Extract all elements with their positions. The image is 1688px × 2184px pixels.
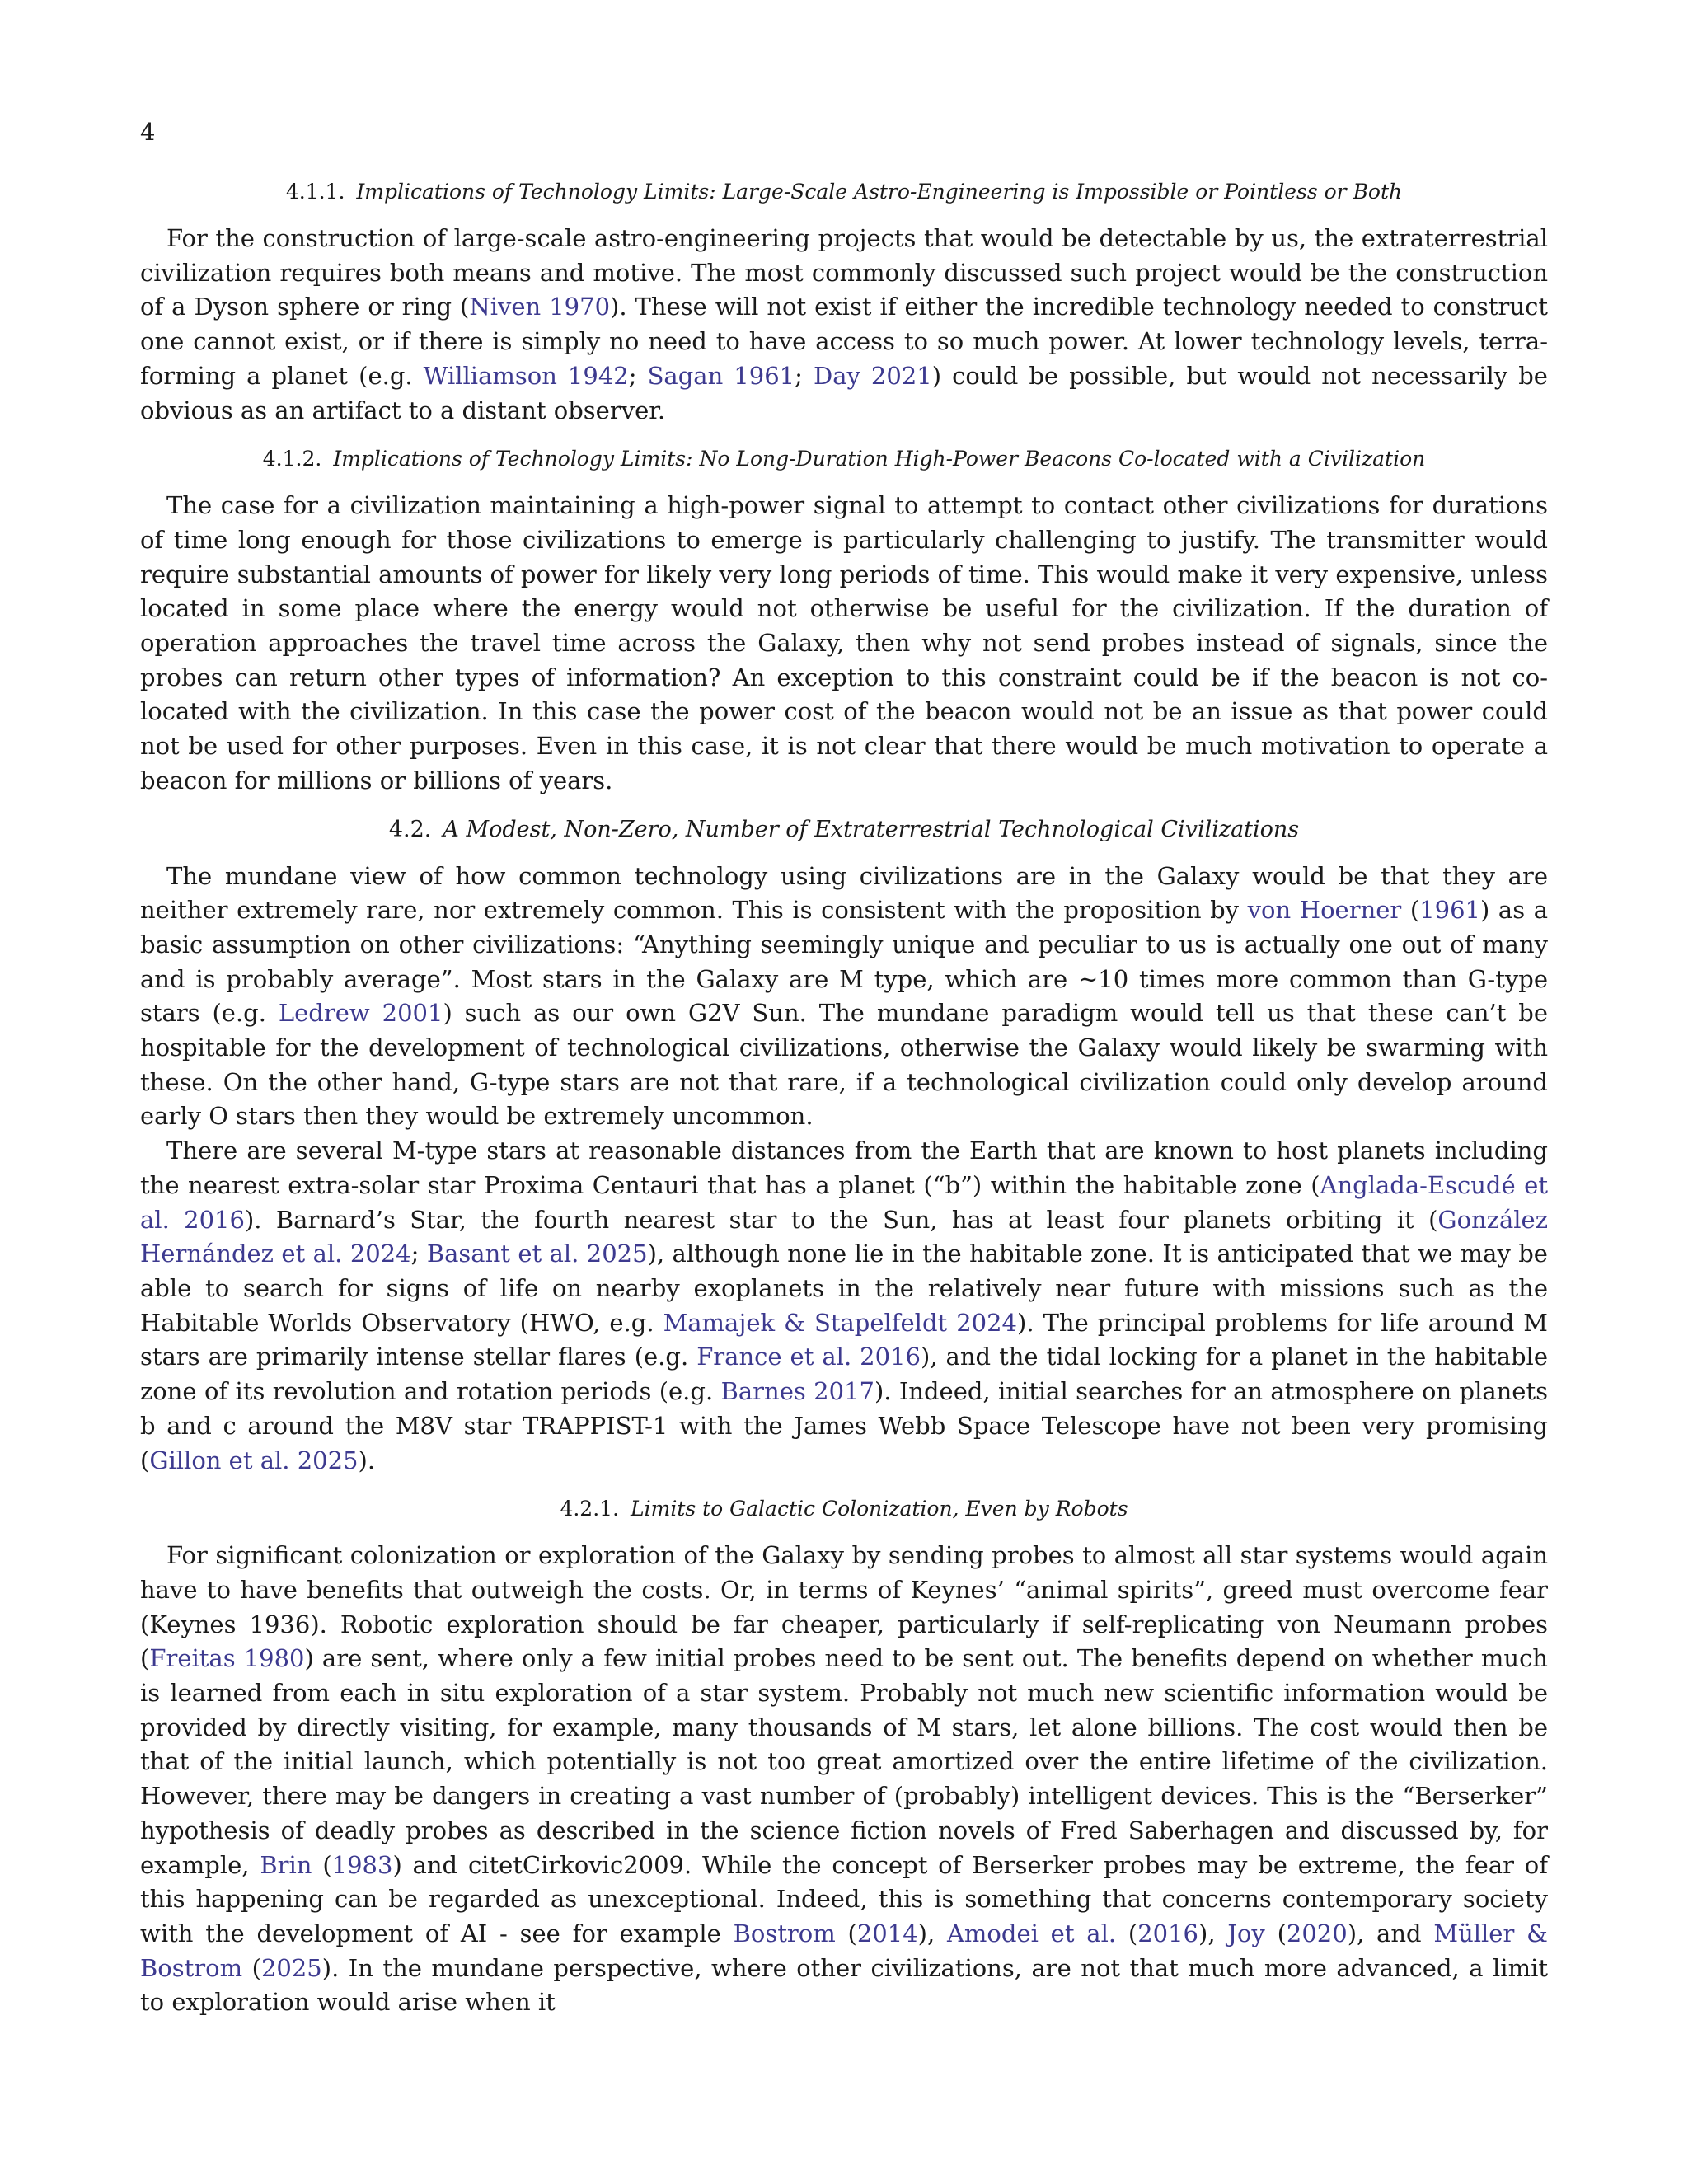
citation-link[interactable]: France et al. 2016 bbox=[696, 1343, 921, 1371]
citation-link[interactable]: Barnes 2017 bbox=[720, 1377, 874, 1406]
citation-link[interactable]: 2025 bbox=[260, 1953, 322, 1982]
citation-link[interactable]: 2016 bbox=[1137, 1919, 1198, 1947]
citation-link[interactable]: González Hernández et al. 2024 bbox=[140, 1205, 1548, 1268]
citation-link[interactable]: von Hoerner bbox=[1247, 896, 1402, 925]
section-heading-4-2 bbox=[140, 815, 1548, 845]
section-title: Implications of Technology Limits: No Long-Duration High-Power Beacons Co-located with a Civilization bbox=[333, 447, 1426, 471]
section-heading-4-1-2 bbox=[140, 444, 1548, 474]
citation-link[interactable]: Amodei et al. bbox=[946, 1919, 1117, 1947]
section-title: Implications of Technology Limits: Large-Scale Astro-Engineering is Impossible or Pointless or Both bbox=[356, 180, 1403, 204]
citation-link[interactable]: Anglada-Escudé et al. 2016 bbox=[140, 1170, 1548, 1234]
paragraph: The mundane view of how common technology using civilizations are in the Galaxy would be that they are neither extremely rare, nor extremely common. This is consistent with the proposition by von Hoerner (1961) as a basic assumption on other civilizations: “Anything seemingly unique and peculiar to us is actually one out of many and is probably average”. Most stars in the Galaxy are M type, which are ∼10 times more common than G-type stars (e.g. Ledrew 2001) such as our own G2V Sun. The mundane paradigm would tell us that these can’t be hospitable for the development of technological civilizations, otherwise the Galaxy would likely be swarming with these. On the other hand, G-type stars are not that rare, if a technological civilization could only develop around early O stars then they would be extremely uncommon. bbox=[140, 861, 1549, 1131]
citation-link[interactable]: Müller & Bostrom bbox=[140, 1919, 1548, 1982]
citation-link[interactable]: 1983 bbox=[331, 1850, 393, 1879]
citation-link[interactable]: 2014 bbox=[856, 1919, 918, 1947]
section-title: A Modest, Non-Zero, Number of Extraterrestrial Technological Civilizations bbox=[443, 816, 1300, 842]
citation-link[interactable]: Bostrom bbox=[733, 1919, 836, 1947]
citation-link[interactable]: Day 2021 bbox=[813, 361, 932, 390]
citation-link[interactable]: 1961 bbox=[1419, 896, 1481, 925]
citation-link[interactable]: Ledrew 2001 bbox=[278, 999, 443, 1028]
paragraph: For the construction of large-scale astro-engineering projects that would be detectable by us, the extraterrestrial civilization requires both means and motive. The most commonly discussed such project would be the construction of a Dyson sphere or ring (Niven 1970). These will not exist if either the incredible technology needed to construct one cannot exist, or if there is simply no need to have access to so much power. At lower technology levels, terra-forming a planet (e.g. Williamson 1942; Sagan 1961; Day 2021) could be possible, but would not necessarily be obvious as an artifact to a distant observer. bbox=[140, 224, 1548, 424]
citation-link[interactable]: Sagan 1961 bbox=[647, 361, 795, 390]
section-number: 4.1.1. bbox=[285, 180, 345, 204]
citation-link[interactable]: Freitas 1980 bbox=[149, 1644, 305, 1673]
section-title: Limits to Galactic Colonization, Even by Robots bbox=[631, 1497, 1128, 1521]
citation-link[interactable]: Brin bbox=[260, 1850, 312, 1879]
page-number: 4 bbox=[140, 118, 156, 146]
section-number: 4.2.1. bbox=[560, 1497, 620, 1521]
page-content bbox=[140, 177, 1548, 2020]
paragraph: There are several M-type stars at reasonable distances from the Earth that are known to host planets including the nearest extra-solar star Proxima Centauri that has a planet (“b”) within the habitable zone (Anglada-Escudé et al. 2016). Barnard’s Star, the fourth nearest star to the Sun, has at least four planets orbiting it (González Hernández et al. 2024; Basant et al. 2025), although none lie in the habitable zone. It is anticipated that we may be able to search for signs of life on nearby exoplanets in the relatively near future with missions such as the Habitable Worlds Observatory (HWO, e.g. Mamajek & Stapelfeldt 2024). The principal problems for life around M stars are primarily intense stellar flares (e.g. France et al. 2016), and the tidal locking for a planet in the habitable zone of its revolution and rotation periods (e.g. Barnes 2017). Indeed, initial searches for an atmosphere on planets b and c around the M8V star TRAPPIST-1 with the James Webb Space Telescope have not been very promising (Gillon et al. 2025). bbox=[140, 1137, 1549, 1474]
citation-link[interactable]: 2020 bbox=[1286, 1919, 1348, 1947]
citation-link[interactable]: Gillon et al. 2025 bbox=[149, 1446, 359, 1474]
paragraph: The case for a civilization maintaining a high-power signal to attempt to contact other civilizations for durations of time long enough for those civilizations to emerge is particularly challenging to justify. The transmitter would require substantial amounts of power for likely very long periods of time. This would make it very expensive, unless located in some place where the energy would not otherwise be useful for the civilization. If the duration of operation approaches the travel time across the Galaxy, then why not send probes instead of signals, since the probes can return other types of information? An exception to this constraint could be if the beacon is not co-located with the civilization. In this case the power cost of the beacon would not be an issue as that power could not be used for other purposes. Even in this case, it is not clear that there would be much motivation to operate a beacon for millions or billions of years. bbox=[140, 491, 1548, 794]
section-heading-4-2-1 bbox=[140, 1494, 1548, 1524]
section-number: 4.1.2. bbox=[262, 447, 322, 471]
citation-link[interactable]: Williamson 1942 bbox=[423, 361, 629, 390]
citation-link[interactable]: Mamajek & Stapelfeldt 2024 bbox=[663, 1308, 1018, 1337]
citation-link[interactable]: Niven 1970 bbox=[469, 293, 611, 321]
section-heading-4-1-1 bbox=[140, 177, 1548, 207]
section-number: 4.2. bbox=[388, 816, 432, 842]
citation-link[interactable]: Basant et al. 2025 bbox=[426, 1240, 648, 1268]
citation-link[interactable]: Joy bbox=[1227, 1919, 1265, 1947]
paragraph: For significant colonization or exploration of the Galaxy by sending probes to almost all star systems would again have to have benefits that outweigh the costs. Or, in terms of Keynes’ “animal spirits”, greed must overcome fear (Keynes 1936). Robotic exploration should be far cheaper, particularly if self-replicating von Neumann probes (Freitas 1980) are sent, where only a few initial probes need to be sent out. The benefits depend on whether much is learned from each in situ exploration of a star system. Probably not much new scientific information would be provided by directly visiting, for example, many thousands of M stars, let alone billions. The cost would then be that of the initial launch, which potentially is not too great amortized over the entire lifetime of the civilization. However, there may be dangers in creating a vast number of (probably) intelligent devices. This is the “Berserker” hypothesis of deadly probes as described in the science fiction novels of Fred Saberhagen and discussed by, for example, Brin (1983) and citetCirkovic2009. While the concept of Berserker probes may be extreme, the fear of this happening can be regarded as unexceptional. Indeed, this is something that concerns contemporary society with the development of AI - see for example Bostrom (2014), Amodei et al. (2016), Joy (2020), and Müller & Bostrom (2025). In the mundane perspective, where other civilizations, are not that much more advanced, a limit to exploration would arise when it bbox=[140, 1541, 1548, 2017]
